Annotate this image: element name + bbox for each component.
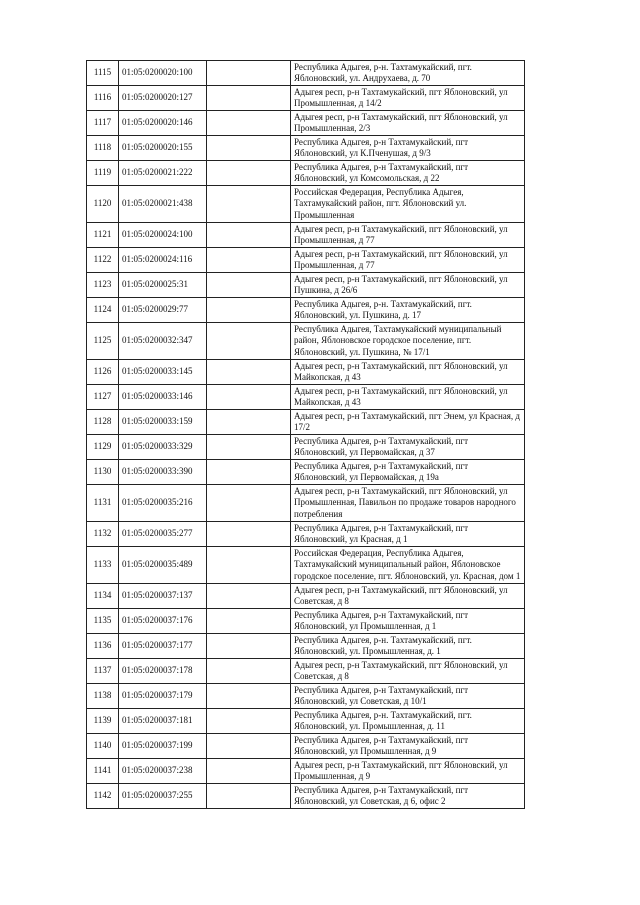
address-cell: Республика Адыгея, р-н Тахтамукайский, пгт Яблоновский, ул Промышленная, д 9 bbox=[291, 734, 525, 759]
table-row bbox=[87, 385, 525, 410]
address-cell: Республика Адыгея, р-н Тахтамукайский, пгт Яблоновский, ул Красная, д 1 bbox=[291, 522, 525, 547]
table-row bbox=[87, 223, 525, 248]
address-cell: Российская Федерация, Республика Адыгея, Тахтамукайский район, пгт. Яблоновский ул. Промышленная bbox=[291, 186, 525, 223]
table-row bbox=[87, 410, 525, 435]
row-number-cell: 1115 bbox=[87, 61, 119, 86]
address-cell: Адыгея респ, р-н Тахтамукайский, пгт Яблоновский, ул Промышленная, д 9 bbox=[291, 759, 525, 784]
table-row bbox=[87, 584, 525, 609]
cadastral-number-cell: 01:05:0200037:181 bbox=[119, 709, 207, 734]
empty-cell bbox=[207, 360, 291, 385]
row-number-cell: 1121 bbox=[87, 223, 119, 248]
row-number-cell: 1124 bbox=[87, 298, 119, 323]
row-number-cell: 1118 bbox=[87, 136, 119, 161]
row-number-cell: 1119 bbox=[87, 161, 119, 186]
cadastral-number-cell: 01:05:0200032:347 bbox=[119, 323, 207, 360]
address-cell: Адыгея респ, р-н Тахтамукайский, пгт Яблоновский, ул Пушкина, д 26/6 bbox=[291, 273, 525, 298]
cadastral-number-cell: 01:05:0200037:178 bbox=[119, 659, 207, 684]
address-cell: Адыгея респ, р-н Тахтамукайский, пгт Энем, ул Красная, д 17/2 bbox=[291, 410, 525, 435]
table-row bbox=[87, 298, 525, 323]
row-number-cell: 1123 bbox=[87, 273, 119, 298]
address-cell: Адыгея респ, р-н Тахтамукайский, пгт Яблоновский, ул Советская, д 8 bbox=[291, 659, 525, 684]
row-number-cell: 1126 bbox=[87, 360, 119, 385]
address-cell: Адыгея респ, р-н Тахтамукайский, пгт Яблоновский, ул Майкопская, д 43 bbox=[291, 360, 525, 385]
row-number-cell: 1129 bbox=[87, 435, 119, 460]
cadastral-number-cell: 01:05:0200037:177 bbox=[119, 634, 207, 659]
address-cell: Республика Адыгея, р-н. Тахтамукайский, пгт. Яблоновский, ул. Пушкина, д. 17 bbox=[291, 298, 525, 323]
cadastral-number-cell: 01:05:0200020:155 bbox=[119, 136, 207, 161]
row-number-cell: 1122 bbox=[87, 248, 119, 273]
cadastral-number-cell: 01:05:0200033:145 bbox=[119, 360, 207, 385]
row-number-cell: 1125 bbox=[87, 323, 119, 360]
cadastral-number-cell: 01:05:0200037:176 bbox=[119, 609, 207, 634]
empty-cell bbox=[207, 186, 291, 223]
cadastral-number-cell: 01:05:0200037:179 bbox=[119, 684, 207, 709]
table-row bbox=[87, 360, 525, 385]
address-cell: Адыгея респ, р-н Тахтамукайский, пгт Яблоновский, ул Промышленная, Павильон по продаже товаров народного потребления bbox=[291, 485, 525, 522]
table-row bbox=[87, 659, 525, 684]
empty-cell bbox=[207, 298, 291, 323]
table-row bbox=[87, 61, 525, 86]
row-number-cell: 1133 bbox=[87, 547, 119, 584]
table-row bbox=[87, 323, 525, 360]
table-row bbox=[87, 634, 525, 659]
cadastral-number-cell: 01:05:0200035:216 bbox=[119, 485, 207, 522]
cadastral-number-cell: 01:05:0200029:77 bbox=[119, 298, 207, 323]
empty-cell bbox=[207, 522, 291, 547]
table-row bbox=[87, 485, 525, 522]
table-row bbox=[87, 86, 525, 111]
table-row bbox=[87, 435, 525, 460]
address-cell: Республика Адыгея, р-н. Тахтамукайский, пгт. Яблоновский, ул. Промышленная, д. 11 bbox=[291, 709, 525, 734]
cadastral-number-cell: 01:05:0200021:438 bbox=[119, 186, 207, 223]
row-number-cell: 1128 bbox=[87, 410, 119, 435]
cadastral-number-cell: 01:05:0200021:222 bbox=[119, 161, 207, 186]
address-cell: Адыгея респ, р-н Тахтамукайский, пгт Яблоновский, ул Советская, д 8 bbox=[291, 584, 525, 609]
cadastral-number-cell: 01:05:0200035:489 bbox=[119, 547, 207, 584]
empty-cell bbox=[207, 248, 291, 273]
empty-cell bbox=[207, 323, 291, 360]
empty-cell bbox=[207, 609, 291, 634]
row-number-cell: 1134 bbox=[87, 584, 119, 609]
empty-cell bbox=[207, 86, 291, 111]
table-row bbox=[87, 522, 525, 547]
empty-cell bbox=[207, 136, 291, 161]
row-number-cell: 1141 bbox=[87, 759, 119, 784]
table-row bbox=[87, 248, 525, 273]
empty-cell bbox=[207, 273, 291, 298]
table-row bbox=[87, 136, 525, 161]
cadastral-number-cell: 01:05:0200020:127 bbox=[119, 86, 207, 111]
empty-cell bbox=[207, 547, 291, 584]
property-registry-table bbox=[86, 60, 525, 809]
cadastral-number-cell: 01:05:0200024:116 bbox=[119, 248, 207, 273]
row-number-cell: 1131 bbox=[87, 485, 119, 522]
cadastral-number-cell: 01:05:0200037:255 bbox=[119, 784, 207, 809]
address-cell: Республика Адыгея, р-н Тахтамукайский, пгт Яблоновский, ул К.Пченушая, д 9/3 bbox=[291, 136, 525, 161]
row-number-cell: 1138 bbox=[87, 684, 119, 709]
row-number-cell: 1139 bbox=[87, 709, 119, 734]
empty-cell bbox=[207, 759, 291, 784]
table-row bbox=[87, 460, 525, 485]
table-row bbox=[87, 734, 525, 759]
cadastral-number-cell: 01:05:0200033:329 bbox=[119, 435, 207, 460]
address-cell: Республика Адыгея, Тахтамукайский муниципальный район, Яблоновское городское поселение, пгт. Яблоновский, ул. Пушкина, № 17/1 bbox=[291, 323, 525, 360]
empty-cell bbox=[207, 410, 291, 435]
empty-cell bbox=[207, 784, 291, 809]
row-number-cell: 1116 bbox=[87, 86, 119, 111]
table-row bbox=[87, 186, 525, 223]
empty-cell bbox=[207, 584, 291, 609]
row-number-cell: 1120 bbox=[87, 186, 119, 223]
empty-cell bbox=[207, 684, 291, 709]
table-row bbox=[87, 684, 525, 709]
cadastral-number-cell: 01:05:0200037:238 bbox=[119, 759, 207, 784]
cadastral-number-cell: 01:05:0200024:100 bbox=[119, 223, 207, 248]
table-row bbox=[87, 784, 525, 809]
cadastral-number-cell: 01:05:0200020:146 bbox=[119, 111, 207, 136]
row-number-cell: 1127 bbox=[87, 385, 119, 410]
empty-cell bbox=[207, 385, 291, 410]
empty-cell bbox=[207, 709, 291, 734]
address-cell: Республика Адыгея, р-н Тахтамукайский, пгт Яблоновский, ул Комсомольская, д 22 bbox=[291, 161, 525, 186]
row-number-cell: 1130 bbox=[87, 460, 119, 485]
address-cell: Республика Адыгея, р-н Тахтамукайский, пгт Яблоновский, ул Советская, д 10/1 bbox=[291, 684, 525, 709]
address-cell: Адыгея респ, р-н Тахтамукайский, пгт Яблоновский, ул Промышленная, д 77 bbox=[291, 248, 525, 273]
address-cell: Республика Адыгея, р-н Тахтамукайский, пгт Яблоновский, ул Промышленная, д 1 bbox=[291, 609, 525, 634]
address-cell: Республика Адыгея, р-н Тахтамукайский, пгт Яблоновский, ул Первомайская, д 19а bbox=[291, 460, 525, 485]
empty-cell bbox=[207, 485, 291, 522]
registry-table-body bbox=[87, 61, 525, 809]
empty-cell bbox=[207, 161, 291, 186]
table-row bbox=[87, 759, 525, 784]
empty-cell bbox=[207, 61, 291, 86]
table-row bbox=[87, 547, 525, 584]
row-number-cell: 1132 bbox=[87, 522, 119, 547]
row-number-cell: 1136 bbox=[87, 634, 119, 659]
table-row bbox=[87, 111, 525, 136]
cadastral-number-cell: 01:05:0200033:159 bbox=[119, 410, 207, 435]
address-cell: Адыгея респ, р-н Тахтамукайский, пгт Яблоновский, ул Майкопская, д 43 bbox=[291, 385, 525, 410]
row-number-cell: 1137 bbox=[87, 659, 119, 684]
address-cell: Адыгея респ, р-н Тахтамукайский, пгт Яблоновский, ул Промышленная, д 77 bbox=[291, 223, 525, 248]
table-row bbox=[87, 161, 525, 186]
address-cell: Республика Адыгея, р-н. Тахтамукайский, пгт. Яблоновский, ул. Андрухаева, д. 70 bbox=[291, 61, 525, 86]
row-number-cell: 1135 bbox=[87, 609, 119, 634]
cadastral-number-cell: 01:05:0200037:199 bbox=[119, 734, 207, 759]
table-row bbox=[87, 709, 525, 734]
address-cell: Адыгея респ, р-н Тахтамукайский, пгт Яблоновский, ул Промышленная, 2/3 bbox=[291, 111, 525, 136]
cadastral-number-cell: 01:05:0200025:31 bbox=[119, 273, 207, 298]
address-cell: Республика Адыгея, р-н Тахтамукайский, пгт Яблоновский, ул Советская, д 6, офис 2 bbox=[291, 784, 525, 809]
row-number-cell: 1142 bbox=[87, 784, 119, 809]
empty-cell bbox=[207, 223, 291, 248]
empty-cell bbox=[207, 634, 291, 659]
cadastral-number-cell: 01:05:0200033:390 bbox=[119, 460, 207, 485]
empty-cell bbox=[207, 734, 291, 759]
cadastral-number-cell: 01:05:0200035:277 bbox=[119, 522, 207, 547]
address-cell: Республика Адыгея, р-н. Тахтамукайский, пгт. Яблоновский, ул. Промышленная, д. 1 bbox=[291, 634, 525, 659]
empty-cell bbox=[207, 111, 291, 136]
row-number-cell: 1140 bbox=[87, 734, 119, 759]
address-cell: Адыгея респ, р-н Тахтамукайский, пгт Яблоновский, ул Промышленная, д 14/2 bbox=[291, 86, 525, 111]
empty-cell bbox=[207, 659, 291, 684]
table-row bbox=[87, 273, 525, 298]
cadastral-number-cell: 01:05:0200037:137 bbox=[119, 584, 207, 609]
table-row bbox=[87, 609, 525, 634]
empty-cell bbox=[207, 435, 291, 460]
address-cell: Российская Федерация, Республика Адыгея, Тахтамукайский муниципальный район, Яблоновское городское поселение, пгт. Яблоновский, ул. Красная, дом 1 bbox=[291, 547, 525, 584]
row-number-cell: 1117 bbox=[87, 111, 119, 136]
address-cell: Республика Адыгея, р-н Тахтамукайский, пгт Яблоновский, ул Первомайская, д 37 bbox=[291, 435, 525, 460]
cadastral-number-cell: 01:05:0200033:146 bbox=[119, 385, 207, 410]
empty-cell bbox=[207, 460, 291, 485]
cadastral-number-cell: 01:05:0200020:100 bbox=[119, 61, 207, 86]
